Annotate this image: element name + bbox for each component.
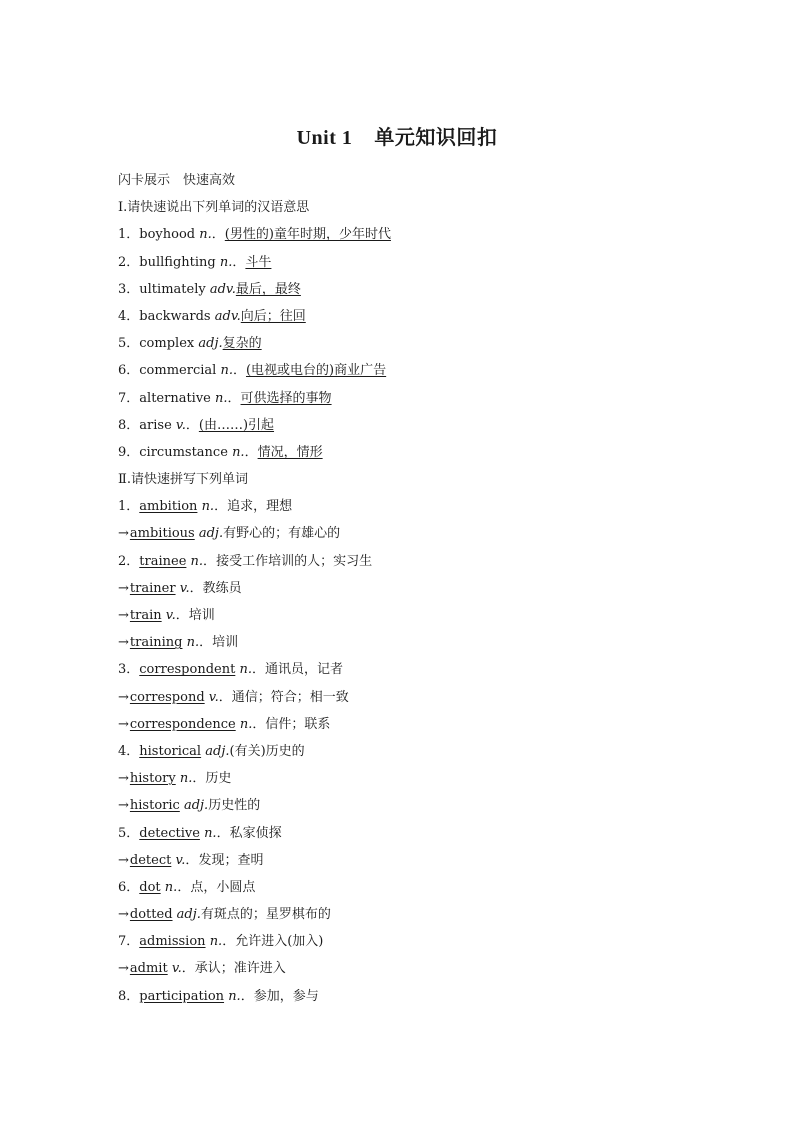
separator: ． — [175, 608, 189, 623]
arrow-icon: → — [118, 716, 129, 732]
derived-meaning: 通信；符合；相一致 — [231, 689, 349, 705]
part-of-speech: v. — [179, 580, 190, 596]
separator: ． — [251, 662, 265, 678]
vocab-item — [118, 334, 718, 361]
part-of-speech: n. — [204, 825, 217, 841]
item-number: 1． — [118, 499, 140, 515]
part-of-speech: n. — [215, 390, 228, 406]
part-of-speech: n. — [228, 988, 241, 1004]
part-of-speech: adj. — [176, 907, 201, 923]
derived-meaning: 信件；联系 — [265, 716, 331, 732]
part-of-speech: v. — [165, 608, 176, 623]
separator: ． — [199, 635, 213, 651]
part-of-speech: n. — [164, 879, 178, 895]
part-of-speech: n. — [209, 934, 223, 950]
derived-item — [118, 524, 718, 551]
vocab-word: commercial — [139, 363, 217, 379]
vocab-meaning: (男性的)童年时期，少年时代 — [224, 227, 391, 243]
derived-word: train — [129, 608, 162, 623]
arrow-icon: → — [118, 635, 129, 651]
derived-meaning: 历史 — [205, 771, 232, 787]
arrow-icon: → — [118, 798, 129, 814]
derived-item — [118, 796, 718, 823]
part-of-speech: v. — [175, 417, 186, 433]
item-number: 2． — [118, 254, 140, 270]
item-number: 5． — [118, 336, 140, 352]
item-number: 9． — [118, 444, 140, 460]
part1-items — [118, 225, 718, 470]
part1-heading: Ⅰ.请快速说出下列单词的汉语意思 — [118, 200, 310, 216]
vocab-meaning: 可供选择的事物 — [240, 390, 332, 406]
part-of-speech: adv. — [214, 308, 241, 324]
derived-meaning: 培训 — [212, 635, 239, 651]
item-number: 4． — [118, 308, 140, 324]
spelling-item — [118, 878, 718, 905]
vocab-word: ultimately — [139, 281, 206, 297]
arrow-icon: → — [118, 689, 129, 705]
separator: ． — [185, 417, 199, 433]
item-number: 7． — [118, 390, 140, 406]
separator: ． — [244, 444, 258, 460]
separator: ． — [177, 879, 191, 895]
derived-meaning: 培训 — [188, 608, 215, 623]
separator: ． — [211, 227, 225, 243]
derived-meaning: 发现；查明 — [198, 852, 264, 868]
part-of-speech: adj. — [205, 743, 230, 759]
part-of-speech: v. — [175, 852, 186, 868]
vocab-word: correspondent — [139, 662, 236, 678]
vocab-item — [118, 253, 718, 280]
vocab-meaning: 情况，情形 — [257, 444, 323, 460]
section-heading: 闪卡展示 快速高效 — [118, 173, 236, 188]
derived-meaning: 有野心的；有雄心的 — [223, 526, 341, 542]
part-of-speech: n. — [220, 363, 233, 379]
separator: ． — [214, 499, 228, 515]
vocab-meaning: (有关)历史的 — [229, 743, 305, 759]
vocab-item — [118, 416, 718, 443]
vocab-meaning: (由……)引起 — [198, 417, 275, 433]
arrow-icon: → — [118, 961, 129, 977]
vocab-meaning: 最后，最终 — [235, 281, 301, 297]
item-number: 7． — [118, 934, 140, 950]
vocab-meaning: (电视或电台的)商业广告 — [245, 363, 387, 379]
part-of-speech: n. — [190, 553, 204, 569]
derived-item — [118, 606, 718, 633]
separator: ． — [232, 363, 246, 379]
vocab-word: backwards — [139, 308, 211, 324]
derived-item — [118, 579, 718, 606]
derived-word: correspond — [129, 689, 205, 705]
vocab-word: admission — [139, 934, 206, 950]
derived-meaning: 承认；准许进入 — [194, 961, 286, 977]
derived-item — [118, 769, 718, 796]
vocab-word: historical — [139, 743, 202, 759]
arrow-icon: → — [118, 526, 129, 542]
vocab-meaning: 允许进入(加入) — [235, 934, 324, 950]
vocab-word: ambition — [139, 499, 198, 515]
item-number: 5． — [118, 825, 140, 841]
vocab-word: alternative — [139, 390, 211, 406]
derived-item — [118, 688, 718, 715]
arrow-icon: → — [118, 580, 129, 596]
vocab-word: detective — [139, 825, 200, 841]
vocab-item — [118, 280, 718, 307]
vocab-word: dot — [139, 879, 161, 895]
vocab-word: arise — [139, 417, 172, 433]
separator: ． — [240, 988, 254, 1004]
part-of-speech: n. — [239, 662, 252, 678]
vocab-meaning: 复杂的 — [222, 336, 262, 352]
item-number: 2． — [118, 553, 140, 569]
spelling-item — [118, 497, 718, 524]
item-number: 6． — [118, 363, 140, 379]
derived-word: training — [129, 635, 183, 651]
vocab-word: participation — [139, 988, 225, 1004]
vocab-meaning: 参加，参与 — [253, 988, 319, 1004]
part-of-speech: n. — [219, 254, 233, 270]
derived-meaning: 有斑点的；星罗棋布的 — [200, 907, 331, 923]
separator: ． — [216, 825, 230, 841]
derived-item — [118, 633, 718, 660]
derived-item — [118, 959, 718, 986]
vocab-item — [118, 361, 718, 388]
derived-meaning: 教练员 — [202, 580, 242, 596]
vocab-meaning: 接受工作培训的人；实习生 — [216, 553, 373, 569]
vocab-word: trainee — [139, 553, 187, 569]
item-number: 3． — [118, 662, 140, 678]
arrow-icon: → — [118, 852, 129, 868]
spelling-item — [118, 742, 718, 769]
derived-item — [118, 905, 718, 932]
separator: ． — [218, 689, 232, 705]
vocabulary-list — [118, 171, 718, 1014]
vocab-word: circumstance — [139, 444, 228, 460]
vocab-item — [118, 389, 718, 416]
separator: ． — [185, 852, 199, 868]
part-of-speech: v. — [171, 961, 182, 977]
separator: ． — [227, 390, 241, 406]
part-of-speech: adj. — [183, 798, 209, 814]
spelling-item — [118, 552, 718, 579]
arrow-icon: → — [118, 608, 129, 623]
part-of-speech: adj. — [198, 336, 223, 352]
vocab-word: boyhood — [139, 227, 196, 243]
part-of-speech: n. — [186, 635, 200, 651]
vocab-meaning: 私家侦探 — [229, 825, 282, 841]
vocab-meaning: 追求，理想 — [227, 499, 293, 515]
item-number: 8． — [118, 417, 140, 433]
item-number: 4． — [118, 743, 140, 759]
vocab-item — [118, 307, 718, 334]
separator: ． — [192, 771, 206, 787]
separator: ． — [222, 934, 236, 950]
derived-item — [118, 851, 718, 878]
derived-word: admit — [129, 961, 168, 977]
page-title — [0, 121, 794, 150]
spelling-item — [118, 824, 718, 851]
part2-items — [118, 497, 718, 1014]
part-of-speech: n. — [239, 716, 253, 732]
derived-word: correspondence — [129, 716, 236, 732]
item-number: 6． — [118, 879, 140, 895]
part-of-speech: adj. — [198, 526, 224, 542]
separator: ． — [252, 716, 266, 732]
unit-subject: 单元知识回扣 — [374, 127, 498, 149]
spelling-item — [118, 987, 718, 1014]
part-of-speech: n. — [179, 771, 193, 787]
part-of-speech: n. — [199, 227, 212, 243]
part-of-speech: adv. — [209, 281, 236, 297]
vocab-meaning: 斗牛 — [245, 254, 272, 270]
derived-word: historic — [129, 798, 180, 814]
vocab-word: complex — [139, 336, 195, 352]
derived-word: trainer — [129, 580, 176, 596]
vocab-item — [118, 225, 718, 252]
spelling-item — [118, 660, 718, 687]
part-of-speech: n. — [232, 444, 245, 460]
part-of-speech: n. — [201, 499, 215, 515]
separator: ． — [181, 961, 195, 977]
derived-item — [118, 715, 718, 742]
separator: ． — [189, 580, 203, 596]
arrow-icon: → — [118, 771, 129, 787]
vocab-item — [118, 443, 718, 470]
vocab-meaning: 点，小圆点 — [190, 879, 256, 895]
separator: ． — [203, 553, 217, 569]
item-number: 8． — [118, 988, 140, 1004]
derived-word: dotted — [129, 907, 173, 923]
unit-label: Unit 1 — [296, 127, 353, 149]
derived-meaning: 历史性的 — [208, 798, 261, 814]
separator: ． — [232, 254, 246, 270]
vocab-word: bullfighting — [139, 254, 216, 270]
item-number: 3． — [118, 281, 140, 297]
item-number: 1． — [118, 227, 140, 243]
spelling-item — [118, 932, 718, 959]
arrow-icon: → — [118, 907, 129, 923]
vocab-meaning: 通讯员，记者 — [265, 662, 344, 678]
part2-heading: Ⅱ.请快速拼写下列单词 — [118, 472, 248, 488]
derived-word: ambitious — [129, 526, 195, 542]
part-of-speech: v. — [208, 689, 219, 705]
derived-word: history — [129, 771, 176, 787]
derived-word: detect — [129, 852, 172, 868]
vocab-meaning: 向后；往回 — [240, 308, 306, 324]
